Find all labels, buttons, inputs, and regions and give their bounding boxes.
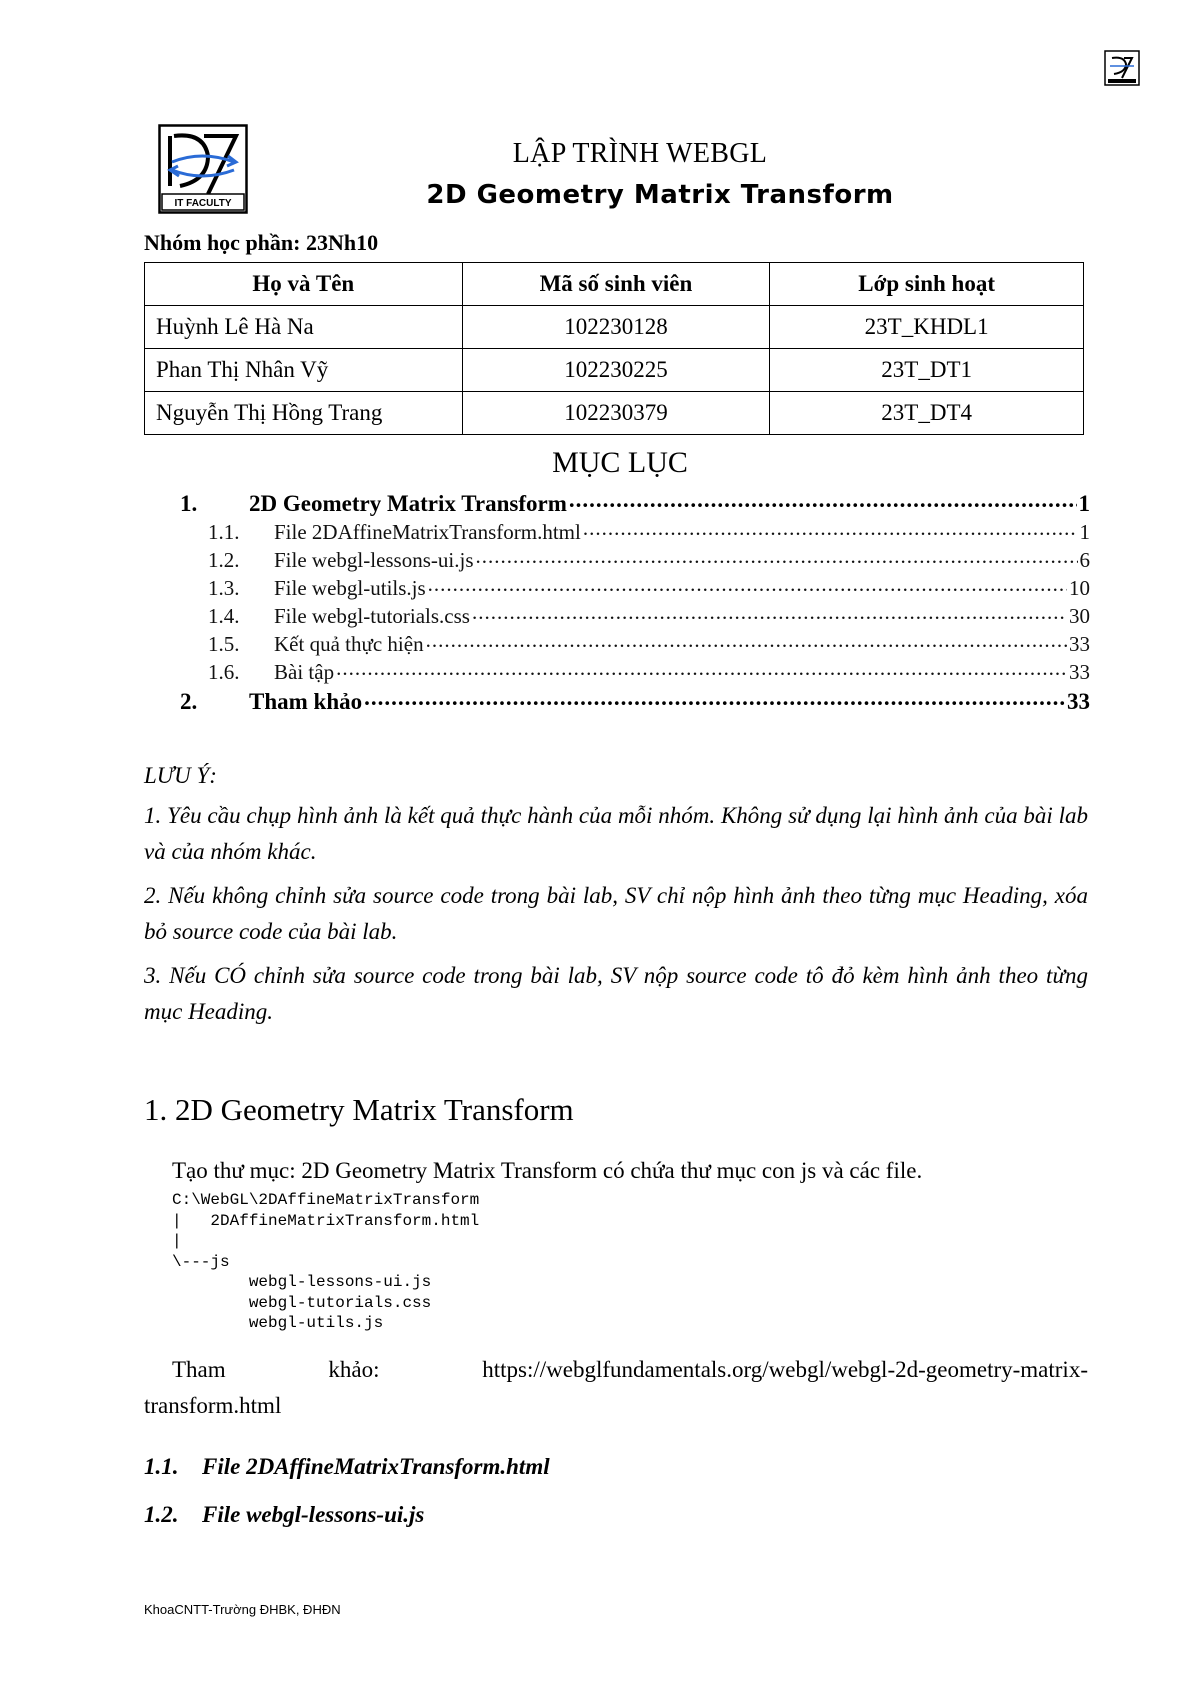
member-id: 102230128 — [462, 306, 770, 349]
table-row — [145, 306, 1084, 349]
section-intro: Tạo thư mục: 2D Geometry Matrix Transform có chứa thư mục con js và các file. — [172, 1158, 923, 1183]
toc-leader — [569, 488, 1077, 511]
subsection-heading — [144, 1454, 550, 1480]
toc-item[interactable] — [180, 602, 1090, 630]
toc-leader — [364, 686, 1065, 709]
subsection-number: 1.1. — [144, 1454, 179, 1479]
toc-item-number: 2. — [180, 689, 198, 714]
toc-item-text: File 2DAffineMatrixTransform.html — [274, 520, 581, 544]
toc-item[interactable] — [180, 574, 1090, 602]
reference-label: Tham — [172, 1357, 226, 1382]
members-table — [144, 262, 1084, 435]
toc-leader — [426, 630, 1067, 651]
toc-item-page: 30 — [1069, 604, 1090, 628]
note-block — [144, 758, 1088, 1038]
table-of-contents — [180, 488, 1090, 716]
toc-item-page: 6 — [1079, 548, 1090, 572]
header-class: Lớp sinh hoạt — [770, 263, 1084, 306]
header-student-id: Mã số sinh viên — [462, 263, 770, 306]
subsection-number: 1.2. — [144, 1502, 179, 1527]
toc-item-number: 1.6. — [208, 660, 240, 684]
header-name: Họ và Tên — [145, 263, 463, 306]
toc-item-number: 1.3. — [208, 576, 240, 600]
toc-leader — [476, 546, 1078, 567]
group-label: Nhóm học phần: 23Nh10 — [144, 230, 379, 255]
toc-item[interactable] — [180, 630, 1090, 658]
toc-item-text: Bài tập — [274, 660, 335, 684]
subsection-title: File webgl-lessons-ui.js — [202, 1502, 425, 1527]
note-item: 3. Nếu CÓ chỉnh sửa source code trong bài lab, SV nộp source code tô đỏ kèm hình ảnh theo từng mục Heading. — [144, 963, 1088, 1024]
toc-item-text: Kết quả thực hiện — [274, 632, 424, 656]
member-class: 23T_KHDL1 — [770, 306, 1084, 349]
table-row — [145, 392, 1084, 435]
toc-item-page: 33 — [1069, 632, 1090, 656]
toc-item-text: File webgl-tutorials.css — [274, 604, 470, 628]
member-id: 102230225 — [462, 349, 770, 392]
faculty-logo-icon — [158, 124, 248, 214]
toc-item-text: Tham khảo — [249, 689, 363, 714]
toc-item-page: 10 — [1069, 576, 1090, 600]
reference-block — [144, 1352, 1088, 1424]
subsection-title: File 2DAffineMatrixTransform.html — [202, 1454, 550, 1479]
member-name: Huỳnh Lê Hà Na — [145, 306, 463, 349]
member-class: 23T_DT1 — [770, 349, 1084, 392]
toc-item-text: File webgl-utils.js — [274, 576, 426, 600]
toc-item-page: 33 — [1069, 660, 1090, 684]
toc-item-number: 1.1. — [208, 520, 240, 544]
member-class: 23T_DT4 — [770, 392, 1084, 435]
toc-leader — [336, 658, 1067, 679]
logo-text: IT FACULTY — [174, 198, 232, 209]
document-subtitle: 2D Geometry Matrix Transform — [426, 180, 894, 210]
member-name: Nguyễn Thị Hồng Trang — [145, 392, 463, 435]
document-title: LẬP TRÌNH WEBGL — [512, 138, 768, 169]
toc-item[interactable] — [180, 546, 1090, 574]
table-header-row — [145, 263, 1084, 306]
table-row — [145, 349, 1084, 392]
member-id: 102230379 — [462, 392, 770, 435]
toc-item[interactable] — [180, 658, 1090, 686]
directory-tree: C:\WebGL\2DAffineMatrixTransform | 2DAffineMatrixTransform.html | \---js webgl-lessons-ui.js webgl-tutorials.css webgl-utils.js — [172, 1191, 480, 1332]
toc-item-page: 1 — [1079, 520, 1090, 544]
toc-item[interactable] — [180, 488, 1090, 518]
toc-item-page: 1 — [1078, 491, 1090, 516]
toc-item-page: 33 — [1067, 689, 1090, 714]
member-name: Phan Thị Nhân Vỹ — [145, 349, 463, 392]
toc-item[interactable] — [180, 686, 1090, 716]
reference-link[interactable]: https://webglfundamentals.org/webgl/webgl-2d-geometry-matrix- — [482, 1357, 1088, 1382]
toc-item-number: 1.2. — [208, 548, 240, 572]
toc-leader — [428, 574, 1067, 595]
note-label: LƯU Ý: — [144, 763, 217, 788]
toc-leader — [583, 518, 1078, 539]
faculty-logo-small-icon — [1104, 50, 1140, 86]
toc-item-text: File webgl-lessons-ui.js — [274, 548, 474, 572]
toc-leader — [472, 602, 1067, 623]
note-item: 2. Nếu không chỉnh sửa source code trong bài lab, SV chỉ nộp hình ảnh theo từng mục Heading, xóa bỏ source code của bài lab. — [144, 883, 1088, 944]
section-heading: 1. 2D Geometry Matrix Transform — [144, 1092, 574, 1127]
reference-word: khảo: — [328, 1357, 380, 1382]
toc-item-number: 1.5. — [208, 632, 240, 656]
subsection-heading — [144, 1502, 424, 1528]
reference-link-continued[interactable]: transform.html — [144, 1393, 282, 1418]
note-item: 1. Yêu cầu chụp hình ảnh là kết quả thực hành của mỗi nhóm. Không sử dụng lại hình ảnh của bài lab và của nhóm khác. — [144, 803, 1088, 864]
toc-title: MỤC LỤC — [552, 446, 688, 479]
toc-item-number: 1.4. — [208, 604, 240, 628]
toc-item-text: 2D Geometry Matrix Transform — [249, 491, 567, 516]
toc-item-number: 1. — [180, 491, 198, 516]
page-footer: KhoaCNTT-Trường ĐHBK, ĐHĐN — [144, 1602, 341, 1617]
toc-item[interactable] — [180, 518, 1090, 546]
